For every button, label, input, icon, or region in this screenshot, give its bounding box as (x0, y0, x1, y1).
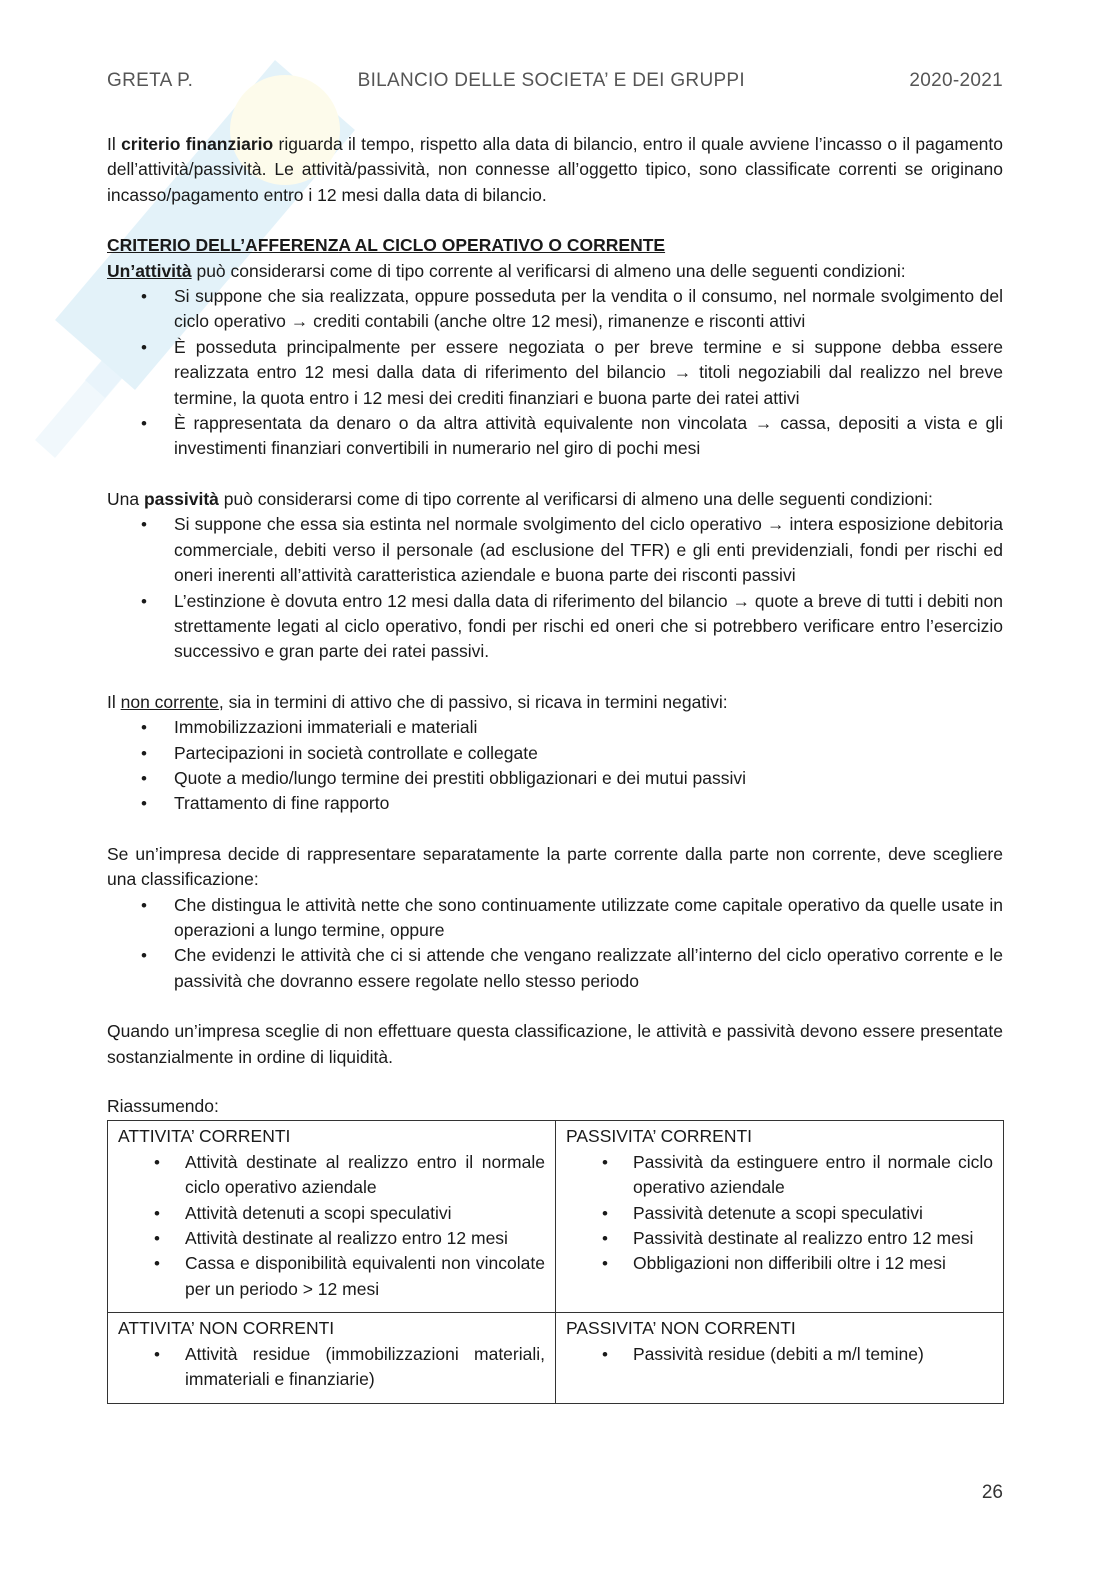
passivita-list (107, 512, 1003, 664)
list-item: • Attività destinate al realizzo entro il normale ciclo operativo aziendale (118, 1150, 545, 1201)
cell-title: ATTIVITA’ NON CORRENTI (118, 1318, 335, 1339)
list-item: • Obbligazioni non differibili oltre i 12 mesi (566, 1251, 993, 1276)
page-body (107, 132, 1003, 1404)
page-number: 26 (981, 1482, 1003, 1503)
separate-intro: Se un’impresa decide di rappresentare separatamente la parte corrente dalla parte non corrente, deve scegliere una classificazione: (107, 843, 1003, 890)
list-item: • Immobilizzazioni immateriali e materiali (107, 715, 1003, 740)
list-item: • È posseduta principalmente per essere negoziata o per breve termine e si suppone debba essere realizzata entro 12 mesi dalla data di riferimento del bilancio → titoli negoziabili dal realizzo nel breve termine, la quota entro i 12 mesi dei crediti finanziari e buona parte dei ratei attivi (107, 335, 1003, 411)
list-item: • Passività detenute a scopi speculativi (566, 1201, 993, 1226)
list-item: • È rappresentata da denaro o da altra attività equivalente non vincolata → cassa, depositi a vista e gli investimenti finanziari convertibili in numerario nel giro di pochi mesi (107, 411, 1003, 462)
list-item: • Si suppone che sia realizzata, oppure posseduta per la vendita o il consumo, nel normale svolgimento del ciclo operativo → crediti contabili (anche oltre 12 mesi), rimanenze e risconti attivi (107, 284, 1003, 335)
list-item: • Quote a medio/lungo termine dei prestiti obbligazionari e dei mutui passivi (107, 766, 1003, 791)
cell-title: PASSIVITA’ CORRENTI (566, 1126, 753, 1147)
noncorrente-list (107, 715, 1003, 817)
separate-list (107, 893, 1003, 995)
header-title: BILANCIO DELLE SOCIETA’ E DEI GRUPPI (357, 70, 745, 91)
list-item: • Passività residue (debiti a m/l temine) (566, 1342, 993, 1367)
cell-title: PASSIVITA’ NON CORRENTI (566, 1318, 796, 1339)
table-row (108, 1313, 1004, 1403)
passivita-intro: Una passività può considerarsi come di tipo corrente al verificarsi di almeno una delle seguenti condizioni: (107, 488, 933, 509)
list-item: • Si suppone che essa sia estinta nel normale svolgimento del ciclo operativo → intera esposizione debitoria commerciale, debiti verso il personale (ad esclusione del TFR) e gli enti previdenziali, fondi per rischi ed oneri inerenti all’attività caratteristica aziendale e buona parte dei risconti passivi (107, 512, 1003, 588)
list-item: • Passività destinate al realizzo entro 12 mesi (566, 1226, 993, 1251)
paragraph-liquidita: Quando un’impresa sceglie di non effettuare questa classificazione, le attività e passività devono essere presentate sostanzialmente in ordine di liquidità. (107, 1021, 1003, 1067)
list-item: • Trattamento di fine rapporto (107, 791, 1003, 816)
list-item: • Partecipazioni in società controllate e collegate (107, 741, 1003, 766)
summary-label: Riassumendo: (107, 1096, 219, 1116)
cell-attivita-correnti (108, 1121, 556, 1313)
cell-passivita-correnti (556, 1121, 1004, 1313)
term-criterio-finanziario: criterio finanziario (121, 134, 274, 154)
header-author: GRETA P. (107, 70, 194, 91)
cell-attivita-non-correnti (108, 1313, 556, 1403)
list-item: • Cassa e disponibilità equivalenti non vincolate per un periodo > 12 mesi (118, 1251, 545, 1302)
attivita-intro: Un’attività può considerarsi come di tipo corrente al verificarsi di almeno una delle seguenti condizioni: (107, 260, 906, 281)
term-passivita: passività (143, 488, 219, 509)
header-year: 2020-2021 (909, 70, 1003, 91)
list-item: • L’estinzione è dovuta entro 12 mesi dalla data di riferimento del bilancio → quote a breve di tutti i debiti non strettamente legati al ciclo operativo, fondi per rischi ed oneri che si potrebbero verificare entro l’esercizio successivo e gran parte dei ratei passivi. (107, 589, 1003, 665)
cell-title: ATTIVITA’ CORRENTI (118, 1126, 291, 1147)
noncorrente-intro: Il non corrente, sia in termini di attivo che di passivo, si ricava in termini negativi: (107, 691, 728, 712)
list-item: • Attività destinate al realizzo entro 12 mesi (118, 1226, 545, 1251)
list-item: • Attività detenuti a scopi speculativi (118, 1201, 545, 1226)
term-attivita: Un’attività (107, 260, 192, 281)
list-item: • Attività residue (immobilizzazioni materiali, immateriali e finanziarie) (118, 1342, 545, 1393)
cell-passivita-non-correnti (556, 1313, 1004, 1403)
list-item: • Che distingua le attività nette che sono continuamente utilizzate come capitale operativo da quelle usate in operazioni a lungo termine, oppure (107, 893, 1003, 944)
page-header (107, 70, 1003, 92)
summary-table (107, 1120, 1004, 1403)
list-item: • Passività da estinguere entro il normale ciclo operativo aziendale (566, 1150, 993, 1201)
list-item: • Che evidenzi le attività che ci si attende che vengano realizzate all’interno del ciclo operativo corrente e le passività che dovranno essere regolate nello stesso periodo (107, 943, 1003, 994)
section-heading: CRITERIO DELL’AFFERENZA AL CICLO OPERATIVO O CORRENTE (107, 235, 666, 256)
paragraph-criterio-finanziario: Il criterio finanziario riguarda il tempo, rispetto alla data di bilancio, entro il quale avviene l’incasso o il pagamento dell’attività/passività. Le attività/passività, non connesse all’oggetto tipico, sono classificate correnti se originano incasso/pagamento entro i 12 mesi dalla data di bilancio. (107, 134, 1003, 205)
term-non-corrente: non corrente (120, 691, 219, 712)
attivita-list (107, 284, 1003, 462)
table-row (108, 1121, 1004, 1313)
